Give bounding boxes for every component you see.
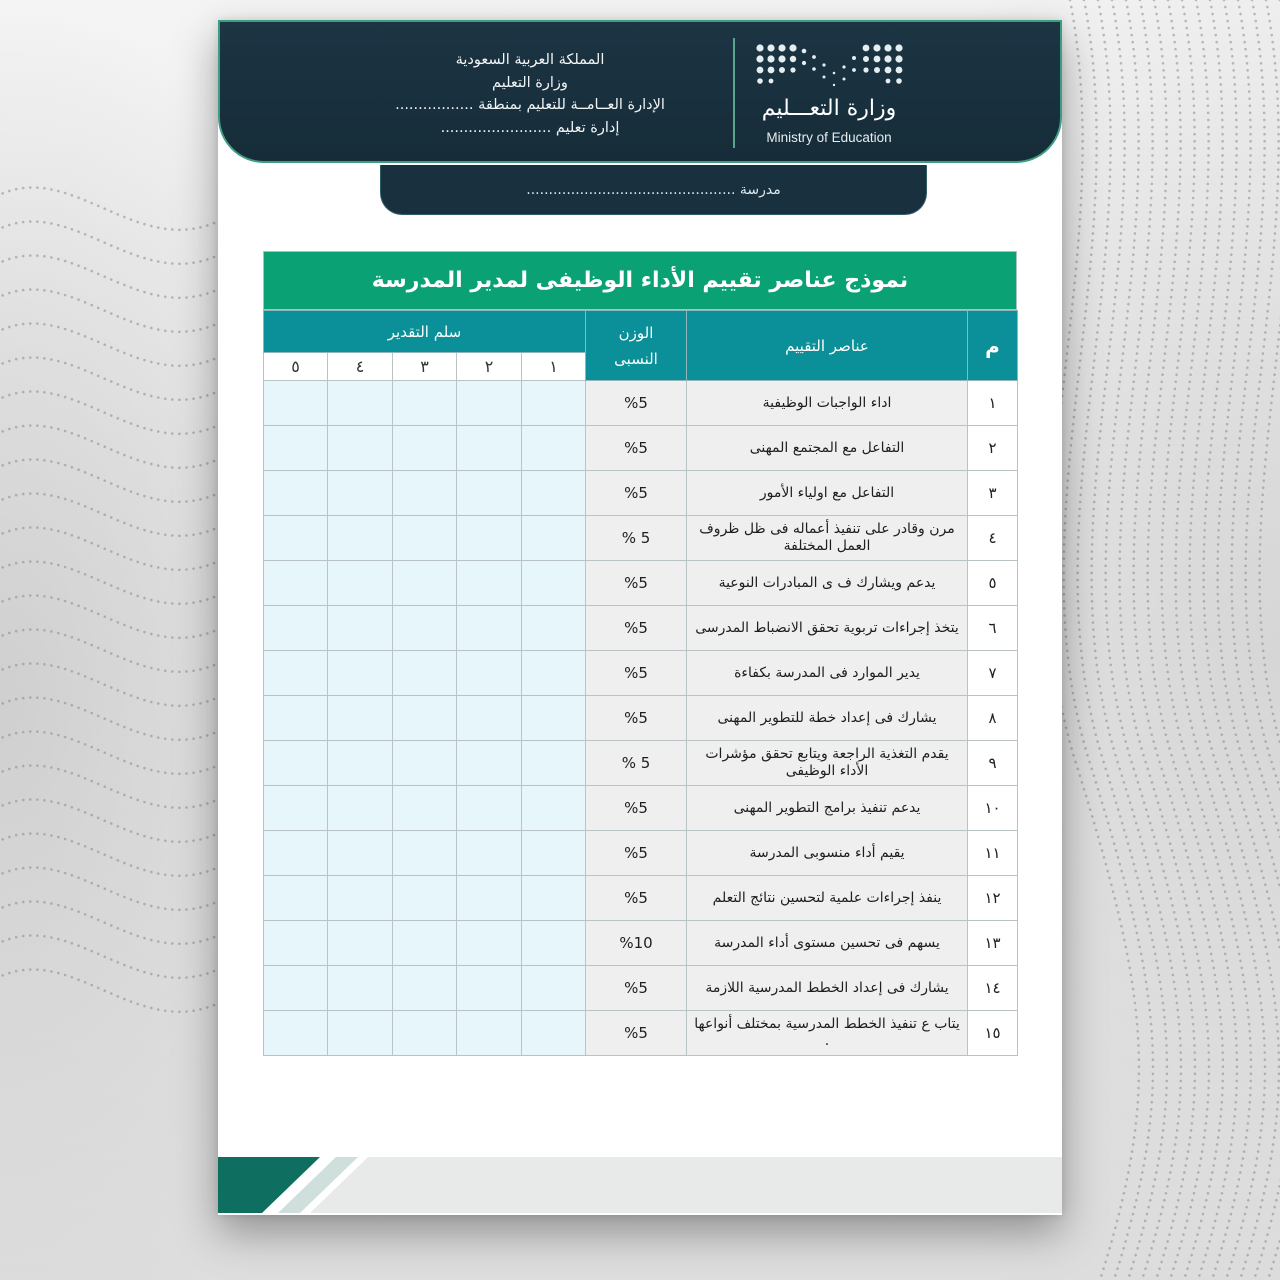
background-wave-line: [0, 460, 230, 502]
country-line: المملكة العربية السعودية: [455, 52, 605, 68]
rating-cell-4: [328, 606, 393, 651]
background-wave-line: [0, 868, 230, 910]
table-row: [264, 516, 1018, 561]
row-index: ٩: [968, 741, 1018, 786]
row-index: ١٥: [968, 1011, 1018, 1056]
rating-cell-3: [393, 831, 457, 876]
rating-cell-3: [393, 561, 457, 606]
rating-cell-2: [457, 1011, 522, 1056]
row-index: ١٣: [968, 921, 1018, 966]
rating-cell-3: [393, 741, 457, 786]
rating-cell-5: [264, 381, 328, 426]
background-wave-line: [1218, 0, 1280, 1280]
background-wave-line: [0, 766, 230, 808]
table-row: [264, 786, 1018, 831]
table-body: [264, 381, 1018, 1056]
rating-cell-5: [264, 1011, 328, 1056]
scale-level-4: ٤: [328, 353, 393, 381]
background-wave-line: [0, 698, 230, 740]
table-row: [264, 831, 1018, 876]
rating-cell-1: [522, 381, 586, 426]
rating-cell-4: [328, 786, 393, 831]
background-wave-line: [0, 528, 230, 570]
rating-cell-3: [393, 921, 457, 966]
rating-cell-5: [264, 426, 328, 471]
rating-cell-2: [457, 741, 522, 786]
row-element: اداء الواجبات الوظيفية: [687, 381, 968, 426]
logo-name-arabic: وزارة التعـــليم: [761, 96, 897, 121]
table-row: [264, 741, 1018, 786]
row-element: يدير الموارد فى المدرسة بكفاءة: [687, 651, 968, 696]
row-weight: %5: [586, 651, 687, 696]
row-weight: %5: [586, 561, 687, 606]
rating-cell-5: [264, 921, 328, 966]
rating-cell-4: [328, 471, 393, 516]
ministry-logo: [753, 42, 905, 152]
rating-cell-2: [457, 516, 522, 561]
row-element: يقيم أداء منسوبى المدرسة: [687, 831, 968, 876]
rating-cell-4: [328, 831, 393, 876]
row-element: ينفذ إجراءات علمية لتحسين نتائج التعلم: [687, 876, 968, 921]
header-weight-line2: النسبى: [614, 349, 658, 368]
background-wave-line: [0, 392, 230, 434]
row-index: ١٢: [968, 876, 1018, 921]
rating-cell-2: [457, 696, 522, 741]
rating-cell-4: [328, 651, 393, 696]
rating-cell-3: [393, 426, 457, 471]
rating-cell-2: [457, 786, 522, 831]
footer-stripes: [218, 1155, 1062, 1215]
row-weight: %5: [586, 876, 687, 921]
footer-gray-band: [310, 1157, 1062, 1213]
row-weight: %5: [586, 786, 687, 831]
background-wave-line: [0, 834, 230, 876]
evaluation-table: [263, 310, 1018, 1056]
row-index: ٢: [968, 426, 1018, 471]
rating-cell-4: [328, 921, 393, 966]
rating-cell-4: [328, 966, 393, 1011]
row-index: ٨: [968, 696, 1018, 741]
background-wave-line: [0, 800, 230, 842]
rating-cell-1: [522, 426, 586, 471]
row-element: يدعم ويشارك ف ى المبادرات النوعية: [687, 561, 968, 606]
table-row: [264, 921, 1018, 966]
row-index: ١: [968, 381, 1018, 426]
header-element: عناصر التقييم: [687, 311, 968, 381]
row-index: ٣: [968, 471, 1018, 516]
row-element: يقدم التغذية الراجعة ويتابع تحقق مؤشرات الأداء الوظيفى: [687, 741, 968, 786]
rating-cell-5: [264, 741, 328, 786]
rating-cell-1: [522, 561, 586, 606]
rating-cell-5: [264, 696, 328, 741]
table-row: [264, 966, 1018, 1011]
rating-cell-2: [457, 381, 522, 426]
rating-cell-3: [393, 606, 457, 651]
row-weight: %5: [586, 471, 687, 516]
rating-cell-1: [522, 741, 586, 786]
rating-cell-2: [457, 966, 522, 1011]
rating-cell-1: [522, 966, 586, 1011]
rating-cell-1: [522, 651, 586, 696]
rating-cell-5: [264, 561, 328, 606]
row-weight: %5: [586, 831, 687, 876]
row-index: ٦: [968, 606, 1018, 651]
row-weight: %5: [586, 1011, 687, 1056]
logo-name-english: Ministry of Education: [766, 130, 892, 145]
rating-cell-1: [522, 1011, 586, 1056]
row-element: يتاب ع تنفيذ الخطط المدرسية بمختلف أنواعها .: [687, 1011, 968, 1056]
rating-cell-4: [328, 516, 393, 561]
table-row: [264, 471, 1018, 516]
scale-level-3: ٣: [393, 353, 457, 381]
school-name-box: [380, 165, 927, 215]
header-weight: [586, 311, 687, 381]
row-index: ١٠: [968, 786, 1018, 831]
header-divider: [733, 38, 735, 148]
rating-cell-4: [328, 1011, 393, 1056]
background-wave-line: [0, 324, 230, 366]
letterhead-text: [370, 49, 690, 139]
row-weight: % 5: [586, 741, 687, 786]
background-wave-line: [0, 290, 230, 332]
rating-cell-5: [264, 516, 328, 561]
row-weight: % 5: [586, 516, 687, 561]
row-index: ٥: [968, 561, 1018, 606]
rating-cell-2: [457, 876, 522, 921]
background-wave-line: [0, 936, 230, 978]
rating-cell-3: [393, 381, 457, 426]
header-scale: سلم التقدير: [264, 311, 586, 353]
background-wave-line: [0, 256, 230, 298]
row-element: يشارك فى إعداد خطة للتطوير المهنى: [687, 696, 968, 741]
scale-level-2: ٢: [457, 353, 522, 381]
rating-cell-5: [264, 651, 328, 696]
background-wave-line: [0, 970, 230, 1012]
row-weight: %10: [586, 921, 687, 966]
table-row: [264, 876, 1018, 921]
row-index: ١١: [968, 831, 1018, 876]
background-wave-line: [0, 426, 230, 468]
row-element: يتخذ إجراءات تربوية تحقق الانضباط المدرسى: [687, 606, 968, 651]
scale-level-1: ١: [522, 353, 586, 381]
row-weight: %5: [586, 606, 687, 651]
rating-cell-3: [393, 696, 457, 741]
table-row: [264, 561, 1018, 606]
table-header-row: [264, 311, 1018, 353]
background-wave-line: [0, 630, 230, 672]
rating-cell-2: [457, 561, 522, 606]
row-weight: %5: [586, 426, 687, 471]
school-label: مدرسة ...............................................: [526, 182, 781, 198]
rating-cell-3: [393, 516, 457, 561]
rating-cell-1: [522, 786, 586, 831]
rating-cell-1: [522, 696, 586, 741]
row-weight: %5: [586, 966, 687, 1011]
header-index: م: [968, 311, 1018, 381]
background-wave-line: [0, 596, 230, 638]
row-element: التفاعل مع اولياء الأمور: [687, 471, 968, 516]
rating-cell-5: [264, 966, 328, 1011]
rating-cell-5: [264, 831, 328, 876]
background-wave-line: [0, 188, 230, 230]
letterhead: [218, 22, 1062, 163]
general-directorate-line: الإدارة العــامــة للتعليم بمنطقة .................: [395, 97, 665, 113]
ministry-dots-logo-icon: [754, 42, 904, 94]
rating-cell-3: [393, 1011, 457, 1056]
row-element: يسهم فى تحسين مستوى أداء المدرسة: [687, 921, 968, 966]
background-wave-line: [0, 902, 230, 944]
header-weight-line1: الوزن: [618, 323, 654, 342]
row-index: ٧: [968, 651, 1018, 696]
row-index: ١٤: [968, 966, 1018, 1011]
background-wave-line: [1204, 0, 1280, 1280]
table-row: [264, 606, 1018, 651]
row-element: التفاعل مع المجتمع المهنى: [687, 426, 968, 471]
row-element: يدعم تنفيذ برامج التطوير المهنى: [687, 786, 968, 831]
background-wave-line: [0, 222, 230, 264]
rating-cell-3: [393, 966, 457, 1011]
row-weight: %5: [586, 696, 687, 741]
rating-cell-1: [522, 606, 586, 651]
rating-cell-4: [328, 561, 393, 606]
row-element: يشارك فى إعداد الخطط المدرسية اللازمة: [687, 966, 968, 1011]
row-weight: %5: [586, 381, 687, 426]
rating-cell-2: [457, 471, 522, 516]
row-index: ٤: [968, 516, 1018, 561]
rating-cell-5: [264, 471, 328, 516]
background-wave-line: [0, 358, 230, 400]
table-row: [264, 651, 1018, 696]
background-wave-line: [0, 664, 230, 706]
ministry-line: وزارة التعليم: [492, 74, 568, 91]
rating-cell-2: [457, 831, 522, 876]
form-title: نموذج عناصر تقييم الأداء الوظيفى لمدير المدرسة: [263, 251, 1017, 310]
rating-cell-5: [264, 606, 328, 651]
row-element: مرن وقادر على تنفيذ أعماله فى ظل ظروف العمل المختلفة: [687, 516, 968, 561]
rating-cell-3: [393, 651, 457, 696]
rating-cell-1: [522, 516, 586, 561]
rating-cell-2: [457, 606, 522, 651]
rating-cell-1: [522, 921, 586, 966]
rating-cell-2: [457, 921, 522, 966]
background-wave-line: [1232, 0, 1280, 1280]
background-wave-line: [0, 494, 230, 536]
rating-cell-3: [393, 876, 457, 921]
rating-cell-1: [522, 876, 586, 921]
background-wave-line: [1050, 0, 1139, 1280]
table-row: [264, 426, 1018, 471]
rating-cell-5: [264, 786, 328, 831]
rating-cell-1: [522, 471, 586, 516]
rating-cell-5: [264, 876, 328, 921]
scale-level-5: ٥: [264, 353, 328, 381]
rating-cell-4: [328, 741, 393, 786]
rating-cell-4: [328, 381, 393, 426]
rating-cell-3: [393, 471, 457, 516]
education-office-line: إدارة تعليم ........................: [440, 119, 620, 136]
table-row: [264, 1011, 1018, 1056]
rating-cell-4: [328, 426, 393, 471]
rating-cell-4: [328, 696, 393, 741]
rating-cell-2: [457, 651, 522, 696]
document-page: [218, 20, 1062, 1215]
rating-cell-3: [393, 786, 457, 831]
rating-cell-4: [328, 876, 393, 921]
background-wave-line: [0, 732, 230, 774]
background-wave-line: [0, 562, 230, 604]
table-row: [264, 696, 1018, 741]
table-row: [264, 381, 1018, 426]
rating-cell-1: [522, 831, 586, 876]
rating-cell-2: [457, 426, 522, 471]
